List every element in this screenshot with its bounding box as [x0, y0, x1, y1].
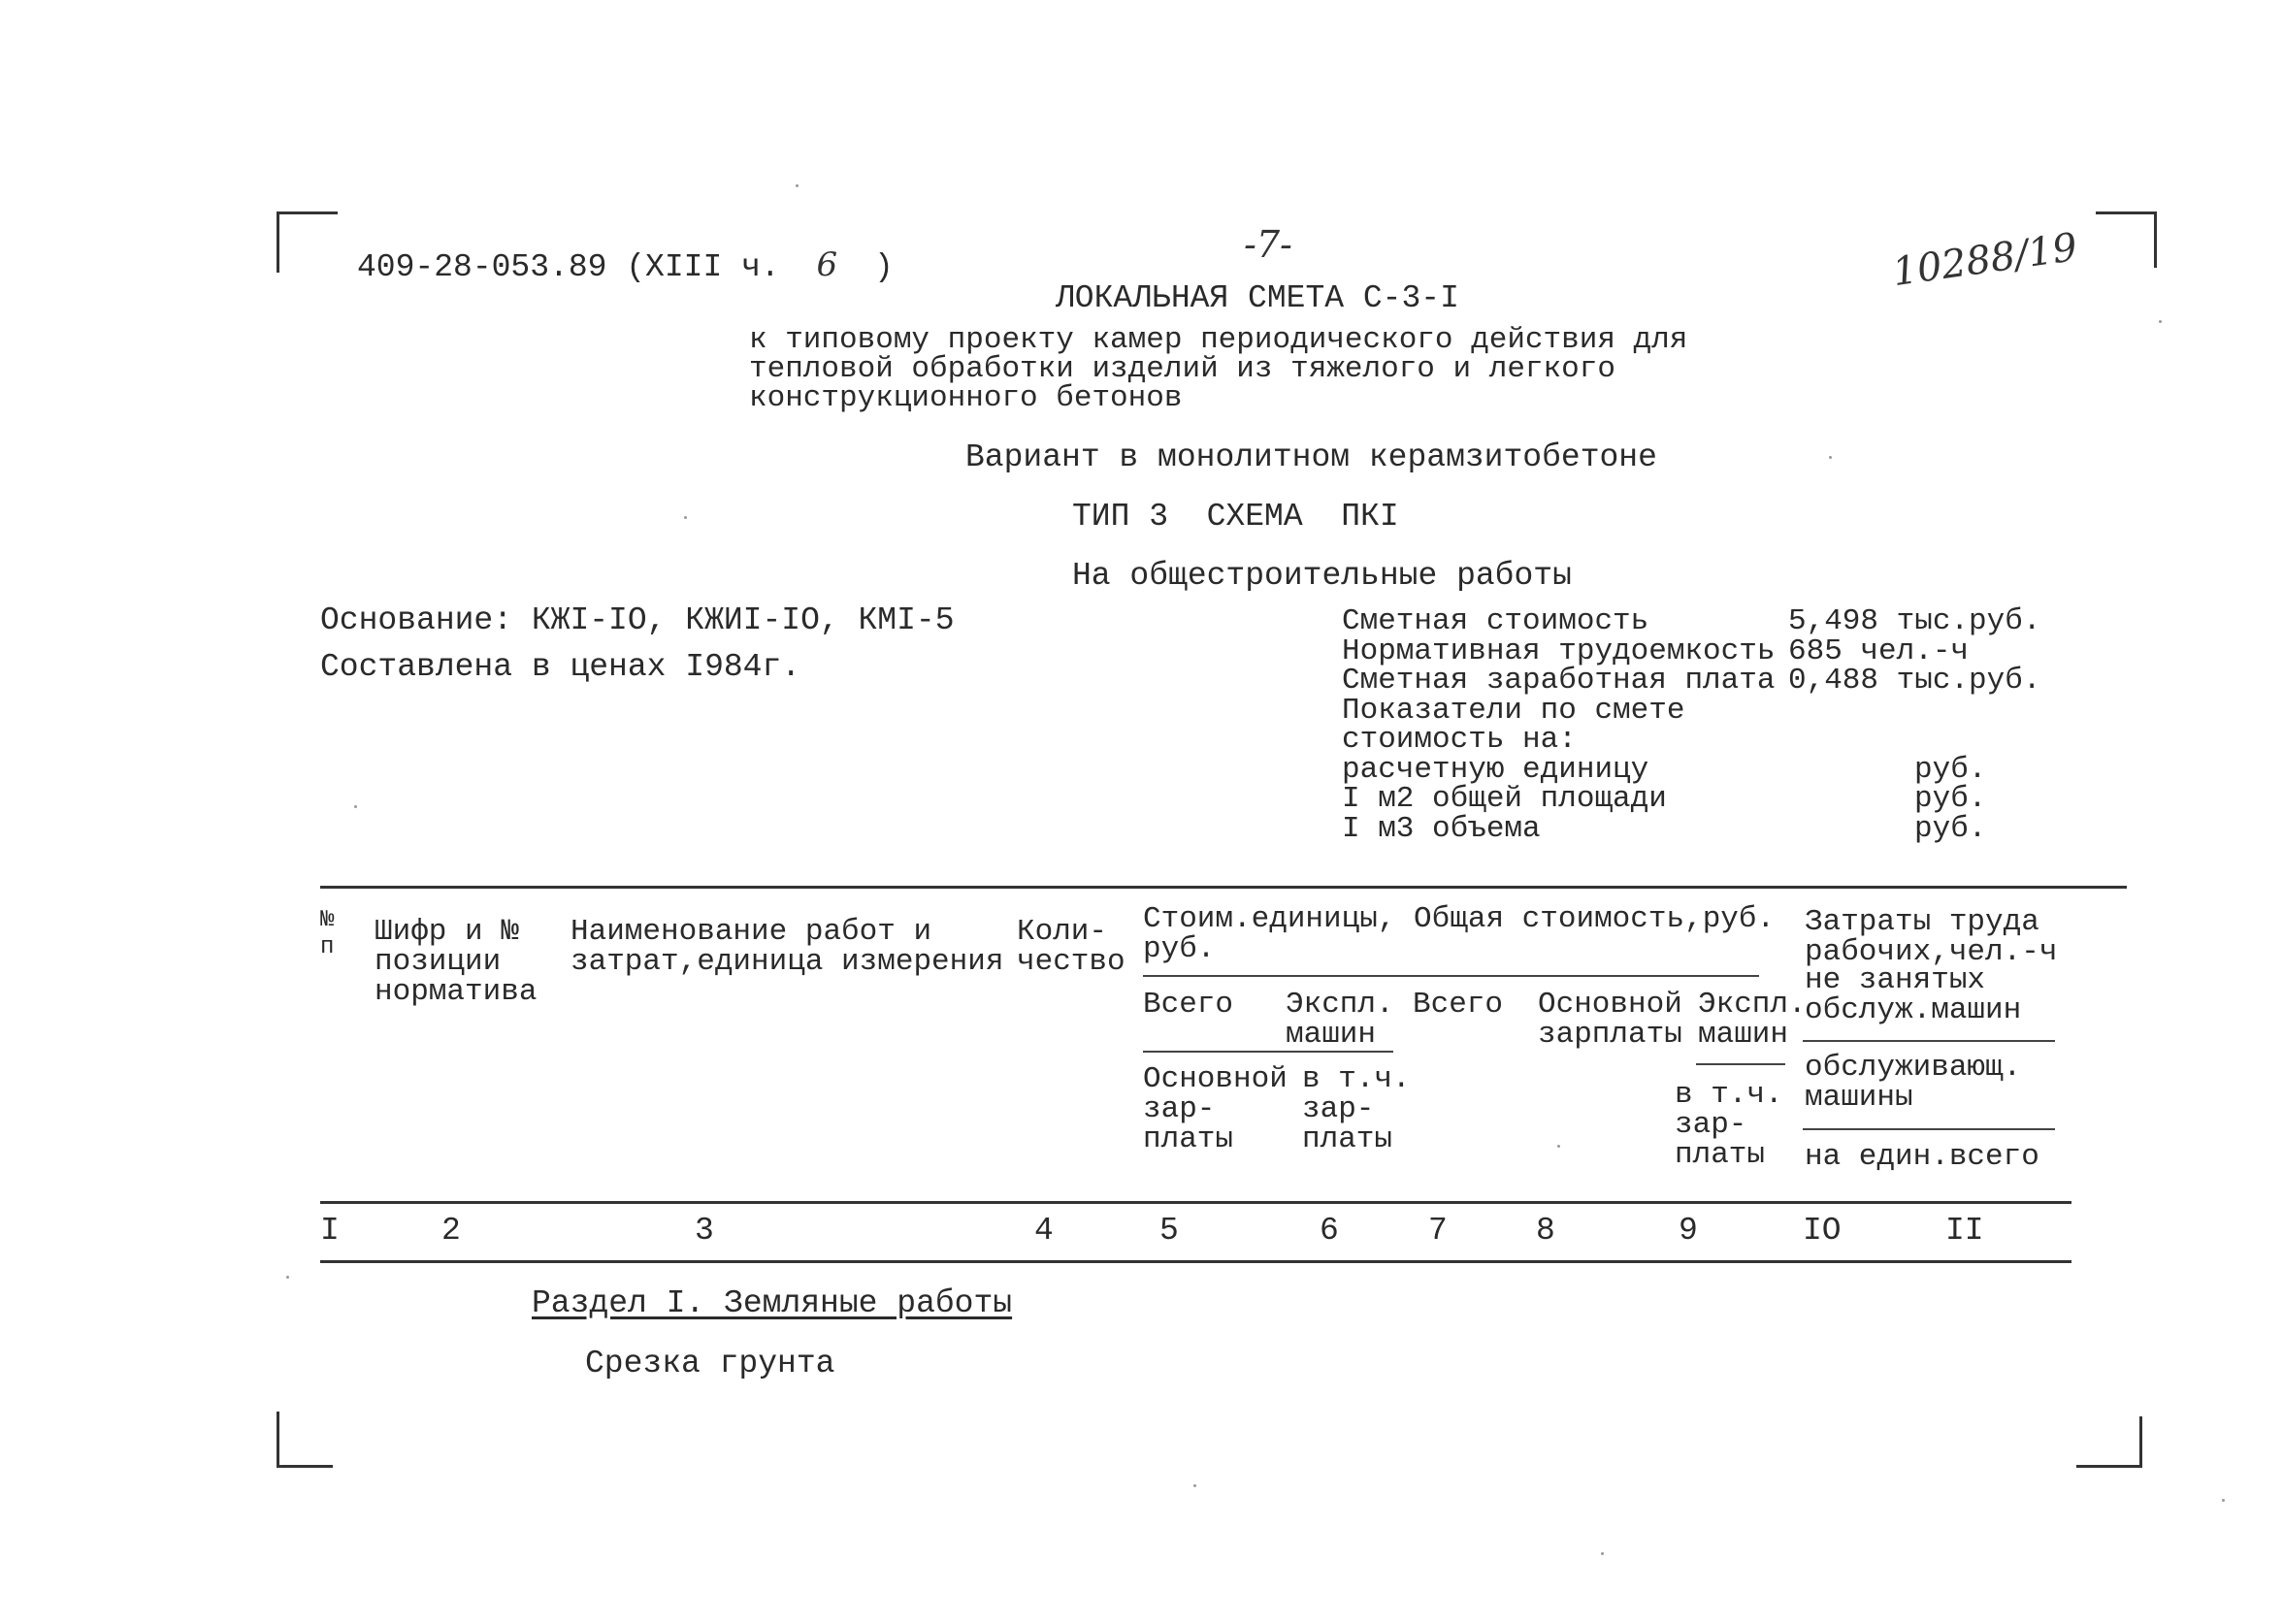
col-code-header: Шифр и № позиции норматива [375, 915, 538, 1009]
corner-mark-bottom-right [2076, 1416, 2142, 1468]
indicators-line: Показатели по смете [1342, 693, 1685, 728]
subtitle-line: к типовому проекту камер периодического действия для [749, 323, 1688, 357]
col-base-wages-header: Основной зарплаты [1538, 988, 1682, 1052]
unit-value: руб. [1914, 811, 1987, 846]
registration-number: 10288/19 [1889, 224, 2080, 296]
table-top-rule [320, 886, 2127, 889]
unit-value: руб. [1914, 782, 1987, 816]
scan-speck [684, 516, 687, 519]
scan-speck [354, 805, 357, 808]
column-number: II [1945, 1213, 1984, 1249]
col-unit-incl-wages-header: в т.ч. зар- платы [1302, 1062, 1411, 1156]
unit-label: расчетную единицу [1342, 752, 1649, 787]
scan-speck [1557, 1145, 1560, 1148]
scan-speck [286, 1276, 289, 1279]
unit-row [1342, 752, 2040, 787]
summary-label: Сметная заработная плата [1342, 664, 1776, 698]
col-total-header: Всего [1413, 988, 1504, 1022]
col-incl-wages-header: в т.ч. зар- платы [1675, 1078, 1783, 1172]
subtitle-line: конструкционного бетонов [749, 381, 1183, 415]
unit-label: I м2 общей площади [1342, 782, 1667, 816]
col-name-header: Наименование работ и затрат,единица измерения [571, 915, 1004, 979]
col-number-header: № п [320, 907, 335, 960]
summary-block [1342, 604, 2041, 846]
works-line: На общестроительные работы [1072, 558, 1572, 594]
unit-value: руб. [1914, 752, 1987, 787]
summary-label: Нормативная трудоемкость [1342, 633, 1776, 668]
summary-value: 685 чел.-ч [1788, 633, 1970, 668]
column-number: 7 [1428, 1213, 1448, 1249]
scan-speck [1193, 1484, 1196, 1487]
scan-speck [1601, 1552, 1604, 1555]
column-number: 4 [1034, 1213, 1054, 1249]
scan-speck [1829, 456, 1832, 459]
summary-row-wages [1342, 666, 2040, 697]
document-title: ЛОКАЛЬНАЯ СМЕТА С-3-I [1056, 280, 1459, 316]
col-unit-wages-header: Основной зар- платы [1143, 1062, 1288, 1156]
document-code-suffix: ) [873, 249, 894, 285]
basis-line: Основание: КЖI-IO, КЖИI-IO, КМI-5 [320, 602, 955, 638]
scan-speck [2222, 1499, 2225, 1502]
column-number: 3 [695, 1213, 714, 1249]
labor-not-serving-header: не занятых обслуж.машин [1805, 963, 2022, 1027]
column-numbers-top-rule [320, 1201, 2071, 1204]
summary-value: 5,498 тыс.руб. [1788, 604, 2041, 638]
corner-mark-bottom-left [277, 1412, 333, 1468]
unit-row [1342, 811, 2040, 846]
unit-label: I м3 объема [1342, 811, 1541, 846]
corner-mark-top-left [277, 211, 338, 273]
cost-subgroup-rule-right [1696, 1063, 1785, 1065]
section-title: Раздел I. Земляные работы [532, 1285, 1013, 1321]
section-item: Срезка грунта [585, 1346, 835, 1381]
column-number: I [320, 1213, 340, 1249]
labor-rule-1 [1803, 1040, 2055, 1042]
scan-speck [2159, 320, 2162, 323]
col-unit-machines-header: Экспл. машин [1286, 988, 1394, 1052]
subtitle-line: тепловой обработки изделий из тяжелого и легкого [749, 352, 1615, 386]
labor-rule-2 [1803, 1128, 2055, 1130]
variant-line: Вариант в монолитном керамзитобетоне [965, 439, 1657, 475]
column-number: 6 [1320, 1213, 1339, 1249]
summary-row-labor [1342, 633, 2040, 668]
indicators-line: стоимость на: [1342, 723, 1577, 757]
column-number: 8 [1536, 1213, 1555, 1249]
column-numbers-bottom-rule [320, 1260, 2071, 1263]
column-number: 2 [441, 1213, 461, 1249]
col-unit-total-header: Всего [1143, 988, 1234, 1022]
corner-mark-top-right [2096, 211, 2157, 268]
document-code-prefix: 409-28-053.89 (XIII ч. [357, 249, 780, 285]
column-number: 9 [1679, 1213, 1698, 1249]
col-machines-header: Экспл. машин [1698, 988, 1807, 1052]
document-part-handwritten: 6 [816, 245, 838, 284]
col-quantity-header: Коли- чество [1017, 915, 1125, 979]
page-number: -7- [1244, 223, 1292, 266]
summary-label: Сметная стоимость [1342, 604, 1649, 638]
cost-group-header: Стоим.единицы, Общая стоимость,руб. руб. [1143, 902, 1776, 966]
labor-serving-header: обслуживающ. машины [1805, 1051, 2022, 1115]
unit-row [1342, 782, 2040, 816]
document-code [357, 245, 894, 285]
column-number: IO [1803, 1213, 1842, 1249]
prices-line: Составлена в ценах I984г. [320, 649, 801, 685]
scan-speck [796, 184, 799, 187]
column-number: 5 [1159, 1213, 1179, 1249]
labor-header: Затраты труда рабочих,чел.-ч [1805, 905, 2058, 969]
summary-row-cost [1342, 604, 2041, 638]
subtitle [749, 323, 1688, 415]
labor-per-unit-header: на един.всего [1805, 1140, 2039, 1174]
summary-value: 0,488 тыс.руб. [1788, 664, 2041, 698]
cost-group-rule [1143, 975, 1759, 977]
type-scheme-line: ТИП 3 СХЕМА ПКI [1072, 499, 1399, 535]
